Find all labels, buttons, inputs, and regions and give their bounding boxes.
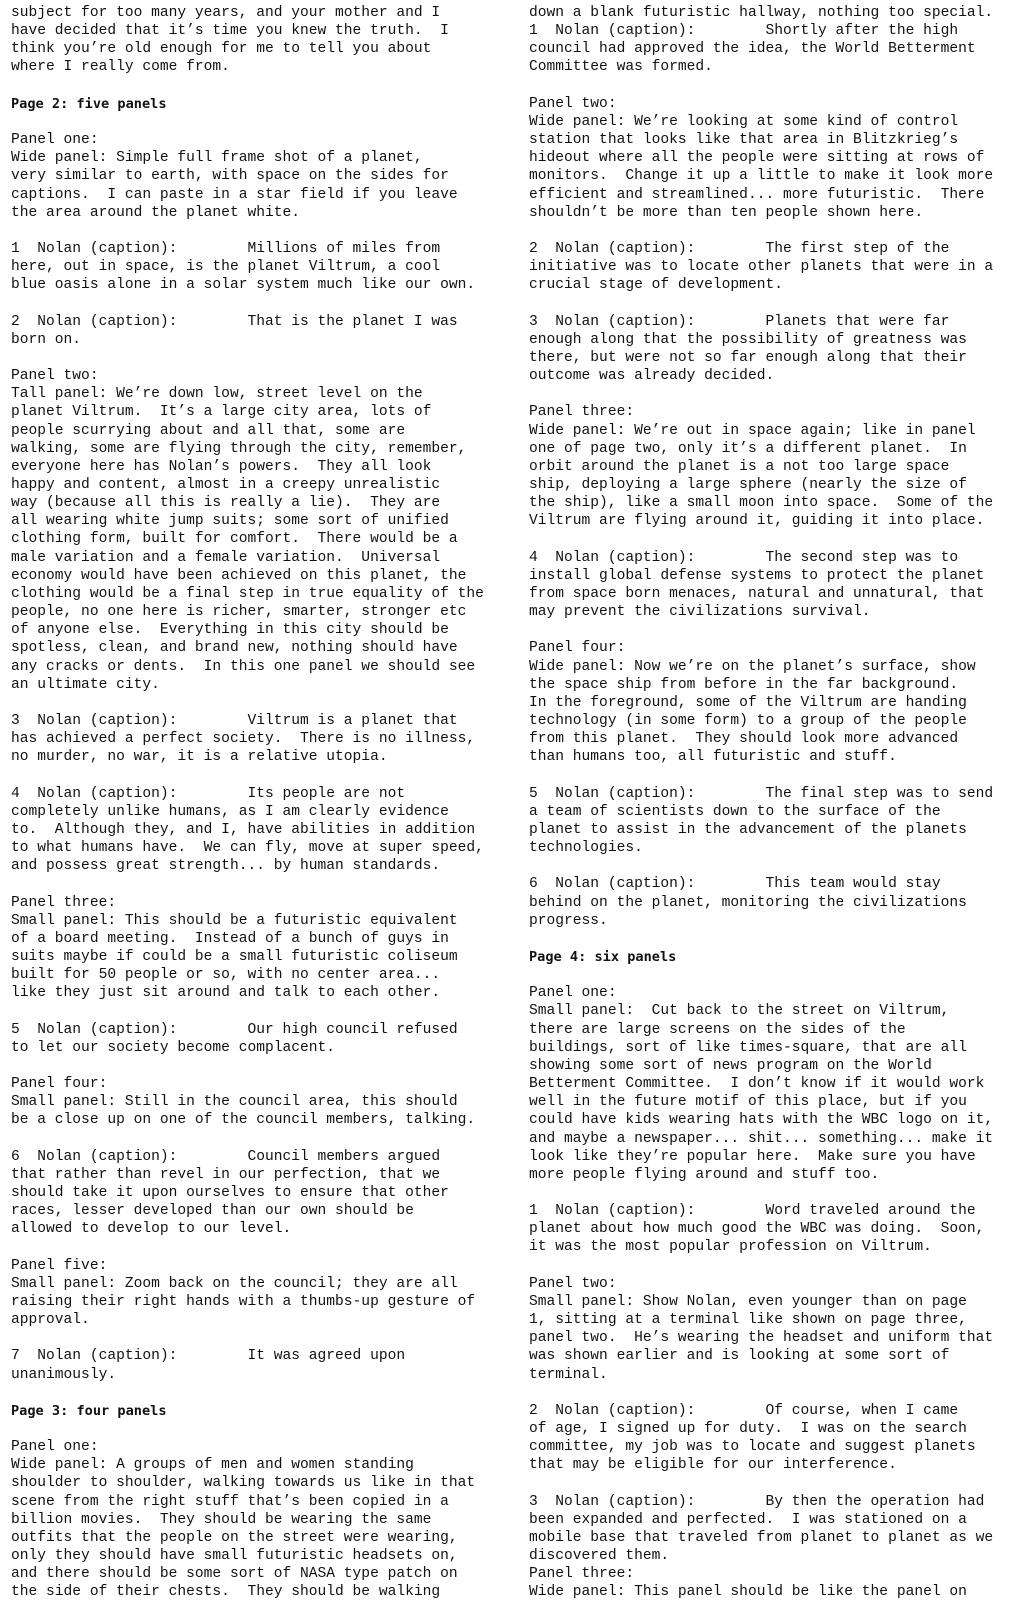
script-line: blue oasis alone in a solar system much like our own. — [11, 277, 476, 294]
script-line: terminal. — [529, 1366, 608, 1383]
script-line: think you’re old enough for me to tell you about — [11, 41, 432, 58]
script-line: one of page two, only it’s a different planet. In — [529, 440, 967, 457]
script-line — [11, 1057, 506, 1075]
script-line: allowed to develop to our level. — [11, 1221, 292, 1238]
script-line: unanimously. — [11, 1366, 117, 1383]
script-line: built for 50 people or so, with no center area... — [11, 967, 441, 984]
script-line: technologies. — [529, 840, 643, 857]
script-line: ship, deploying a large sphere (nearly the size of — [529, 477, 967, 493]
script-line: Betterment Committee. I don’t know if it would work — [529, 1076, 985, 1093]
script-line — [529, 530, 1017, 548]
script-line: 4 Nolan (caption): Its people are not — [11, 785, 406, 802]
script-line: planet Viltrum. It’s a large city area, lots of — [11, 404, 432, 421]
script-line: has achieved a perfect society. There is no illness, — [11, 731, 476, 748]
script-line: Wide panel: Simple full frame shot of a planet, — [11, 150, 423, 167]
script-line: and maybe a newspaper... shit... something... make it — [529, 1130, 994, 1147]
script-line: 1 Nolan (caption): Word traveled around the — [529, 1203, 976, 1220]
script-line: 3 Nolan (caption): By then the operation had — [529, 1493, 985, 1510]
script-line: buildings, sort of like times-square, that are all — [529, 1039, 967, 1056]
script-line: captions. I can paste in a star field if you leave — [11, 186, 458, 203]
script-line: Small panel: This should be a futuristic equivalent — [11, 912, 458, 929]
script-line: races, lesser developed than our own should be — [11, 1203, 414, 1220]
script-line: install global defense systems to protect the planet — [529, 567, 985, 584]
script-line — [11, 766, 506, 784]
script-line: Committee was formed. — [529, 59, 713, 76]
script-line: raising their right hands with a thumbs-up gesture of — [11, 1293, 476, 1310]
script-line: panel two. He’s wearing the headset and uniform that — [529, 1330, 994, 1347]
script-line: the area around the planet white. — [11, 204, 301, 221]
script-line: Panel four: — [529, 640, 626, 657]
script-line — [11, 1420, 506, 1438]
script-line: Wide panel: We’re looking at some kind of control — [529, 113, 959, 130]
script-line: Panel three: — [529, 404, 635, 421]
script-line: may prevent the civilizations survival. — [529, 604, 871, 621]
script-line: it was the most popular profession on Viltrum. — [529, 1239, 932, 1256]
script-line: crucial stage of development. — [529, 277, 783, 294]
script-line: everyone here has Nolan’s powers. They all look — [11, 458, 432, 475]
script-line — [529, 222, 1017, 240]
script-line: 7 Nolan (caption): It was agreed upon — [11, 1348, 406, 1365]
script-line: 6 Nolan (caption): This team would stay — [529, 876, 941, 893]
script-line — [529, 385, 1017, 403]
script-line: to. Although they, and I, have abilities in addition — [11, 821, 476, 838]
script-line: of age, I signed up for duty. I was on the search — [529, 1420, 967, 1437]
script-line: a team of scientists down to the surface of the — [529, 803, 941, 820]
script-line: orbit around the planet is a not too large space — [529, 458, 950, 475]
script-line — [529, 77, 1017, 95]
script-line: that may be eligible for our interference. — [529, 1457, 897, 1474]
script-line: Panel three: — [11, 894, 117, 911]
script-line: male variation and a female variation. Universal — [11, 549, 441, 566]
script-line: all wearing white jump suits; some sort of unified — [11, 513, 449, 530]
script-line: initiative was to locate other planets that were in a — [529, 259, 994, 276]
script-line: Small panel: Zoom back on the council; they are all — [11, 1275, 458, 1292]
script-line: 2 Nolan (caption): That is the planet I was — [11, 313, 458, 330]
script-line: here, out in space, is the planet Viltrum, a cool — [11, 259, 441, 276]
script-line: Wide panel: This panel should be like the panel on — [529, 1584, 967, 1601]
script-line: 1 Nolan (caption): Shortly after the high — [529, 23, 959, 40]
script-line — [529, 766, 1017, 784]
script-line: progress. — [529, 912, 608, 929]
script-line: well in the future motif of this place, but if you — [529, 1094, 967, 1111]
script-line: Panel five: — [11, 1257, 108, 1274]
script-line: suits maybe if could be a small futuristic coliseum — [11, 949, 458, 965]
script-line: Panel one: — [11, 132, 99, 149]
script-line: enough along that the possibility of greatness was — [529, 331, 967, 348]
script-line — [529, 857, 1017, 875]
script-line: been expanded and perfected. I was stationed on a — [529, 1511, 967, 1528]
script-line — [11, 349, 506, 367]
script-line: planet to assist in the advancement of the planets — [529, 821, 967, 838]
script-line: completely unlike humans, as I am clearly evidence — [11, 803, 449, 820]
script-line: Panel two: — [11, 368, 99, 385]
script-line: outcome was already decided. — [529, 368, 775, 385]
script-line: Panel one: — [529, 985, 617, 1002]
script-line: Wide panel: We’re out in space again; like in panel — [529, 422, 976, 439]
script-line: that rather than revel in our perfection, that we — [11, 1166, 441, 1183]
script-line: 3 Nolan (caption): Viltrum is a planet that — [11, 713, 458, 729]
script-line — [529, 621, 1017, 639]
script-line: behind on the planet, monitoring the civilizations — [529, 894, 967, 911]
script-line: approval. — [11, 1312, 90, 1329]
script-line — [529, 1184, 1017, 1202]
script-line: Panel two: — [529, 1275, 617, 1292]
script-line — [11, 1130, 506, 1148]
script-line — [529, 930, 1017, 948]
script-line: monitors. Change it up a little to make it look more — [529, 168, 994, 185]
script-line: walking, some are flying through the city, remember, — [11, 440, 467, 457]
script-line: efficient and streamlined... more futuristic. There — [529, 186, 985, 203]
script-line: 3 Nolan (caption): Planets that were far — [529, 313, 950, 330]
script-line: hideout where all the people were sitting at rows of — [529, 150, 985, 167]
script-line — [529, 294, 1017, 312]
script-line — [11, 1329, 506, 1347]
script-line: Wide panel: A groups of men and women standing — [11, 1457, 414, 1474]
script-line: discovered them. — [529, 1548, 670, 1565]
script-column-left — [11, 4, 506, 1602]
script-line: showing some sort of news program on the World — [529, 1057, 932, 1074]
script-line: more people flying around and stuff too. — [529, 1166, 880, 1183]
script-line: clothing would be a final step in true equality of the — [11, 585, 484, 602]
script-line: Panel two: — [529, 95, 617, 112]
script-line: the side of their chests. They should be walking — [11, 1584, 441, 1601]
script-line: only they should have small futuristic headsets on, — [11, 1548, 458, 1565]
script-line: from space born menaces, natural and unnatural, that — [529, 585, 985, 602]
script-line: Viltrum are flying around it, guiding it into place. — [529, 513, 985, 530]
script-line: scene from the right stuff that’s been copied in a — [11, 1493, 449, 1510]
script-line — [11, 222, 506, 240]
script-line: mobile base that traveled from planet to planet as we — [529, 1529, 994, 1546]
script-line: was shown earlier and is looking at some sort of — [529, 1348, 950, 1365]
script-line: billion movies. They should be wearing the same — [11, 1511, 432, 1528]
script-line: In the foreground, some of the Viltrum are handing — [529, 694, 967, 711]
script-line — [11, 875, 506, 893]
script-line: way (because all this is really a lie). They are — [11, 495, 441, 512]
script-line: there, but were not so far enough along that their — [529, 349, 967, 366]
script-line: very similar to earth, with space on the sides for — [11, 168, 449, 185]
script-line: to what humans have. We can fly, move at super speed, — [11, 840, 484, 857]
script-line: 1, sitting at a terminal like shown on page three, — [529, 1312, 967, 1329]
script-line: 2 Nolan (caption): The first step of the — [529, 241, 950, 257]
script-line: Small panel: Cut back to the street on Viltrum, — [529, 1003, 950, 1020]
script-line: shouldn’t be more than ten people shown here. — [529, 204, 924, 221]
script-line — [11, 1384, 506, 1402]
script-line — [11, 1238, 506, 1256]
script-line: shoulder to shoulder, walking towards us like in that — [11, 1475, 476, 1492]
script-line: born on. — [11, 331, 82, 348]
script-line: be a close up on one of the council members, talking. — [11, 1112, 476, 1129]
script-line: Wide panel: Now we’re on the planet’s surface, show — [529, 658, 976, 675]
script-line: people scurrying about and all that, some are — [11, 422, 406, 439]
script-line: Small panel: Still in the council area, this should — [11, 1094, 458, 1111]
script-line: 2 Nolan (caption): Of course, when I came — [529, 1402, 959, 1419]
script-line: and there should be some sort of NASA type patch on — [11, 1566, 458, 1583]
script-line: to let our society become complacent. — [11, 1039, 336, 1056]
script-column-right — [529, 4, 1017, 1602]
script-line: look like they’re popular here. Make sure you have — [529, 1148, 976, 1165]
script-line — [529, 1257, 1017, 1275]
script-line — [529, 1384, 1017, 1402]
script-line — [529, 966, 1017, 984]
script-line: economy would have been achieved on this planet, the — [11, 567, 467, 584]
script-line: outfits that the people on the street were wearing, — [11, 1529, 458, 1546]
script-line: Small panel: Show Nolan, even younger than on page — [529, 1293, 967, 1310]
script-line: subject for too many years, and your mother and I — [11, 5, 441, 21]
script-line — [11, 113, 506, 131]
script-line: council had approved the idea, the World Betterment — [529, 41, 976, 58]
page-heading: Page 3: four panels — [11, 1402, 167, 1419]
script-line: 1 Nolan (caption): Millions of miles from — [11, 240, 441, 257]
script-line: technology (in some form) to a group of the people — [529, 713, 967, 729]
script-line: 6 Nolan (caption): Council members argued — [11, 1148, 441, 1165]
script-line: 4 Nolan (caption): The second step was to — [529, 549, 959, 566]
script-line — [11, 1002, 506, 1020]
script-line: from this planet. They should look more advanced — [529, 731, 959, 748]
script-line: could have kids wearing hats with the WBC logo on it, — [529, 1112, 994, 1129]
script-line: spotless, clean, and brand new, nothing should have — [11, 640, 458, 657]
script-line: Panel three: — [529, 1566, 635, 1583]
script-line: down a blank futuristic hallway, nothing too special. — [529, 5, 994, 21]
script-line: and possess great strength... by human standards. — [11, 858, 441, 875]
script-line: an ultimate city. — [11, 676, 160, 693]
page-heading: Page 2: five panels — [11, 95, 167, 112]
script-line: station that looks like that area in Blitzkrieg’s — [529, 132, 959, 149]
script-line: should take it upon ourselves to ensure that other — [11, 1184, 449, 1201]
script-line: 5 Nolan (caption): Our high council refused — [11, 1021, 458, 1038]
script-line: than humans too, all futuristic and stuff. — [529, 749, 897, 766]
script-line: of a board meeting. Instead of a bunch of guys in — [11, 930, 449, 947]
script-line: where I really come from. — [11, 59, 230, 76]
script-line — [11, 694, 506, 712]
script-line: 5 Nolan (caption): The final step was to send — [529, 785, 994, 802]
script-line: happy and content, almost in a creepy unrealistic — [11, 476, 441, 493]
script-line: planet about how much good the WBC was doing. Soon, — [529, 1221, 985, 1238]
script-line: clothing form, built for comfort. There would be a — [11, 531, 458, 548]
script-line: no murder, no war, it is a relative utopia. — [11, 749, 388, 766]
script-line: people, no one here is richer, smarter, stronger etc — [11, 604, 467, 621]
script-line: committee, my job was to locate and suggest planets — [529, 1439, 976, 1456]
script-line: the space ship from before in the far background. — [529, 676, 959, 693]
script-line: any cracks or dents. In this one panel we should see — [11, 658, 476, 675]
script-line: like they just sit around and talk to each other. — [11, 985, 441, 1002]
script-line: the ship), like a small moon into space. Some of the — [529, 495, 994, 512]
script-line: Tall panel: We’re down low, street level on the — [11, 386, 423, 403]
script-line — [11, 77, 506, 95]
script-line: Panel four: — [11, 1076, 108, 1093]
script-line: there are large screens on the sides of the — [529, 1021, 906, 1038]
script-line: have decided that it’s time you knew the truth. I — [11, 23, 449, 40]
script-line — [529, 1474, 1017, 1492]
page-heading: Page 4: six panels — [529, 948, 677, 965]
script-line — [11, 294, 506, 312]
script-line: of anyone else. Everything in this city should be — [11, 622, 449, 639]
script-line: Panel one: — [11, 1439, 99, 1456]
